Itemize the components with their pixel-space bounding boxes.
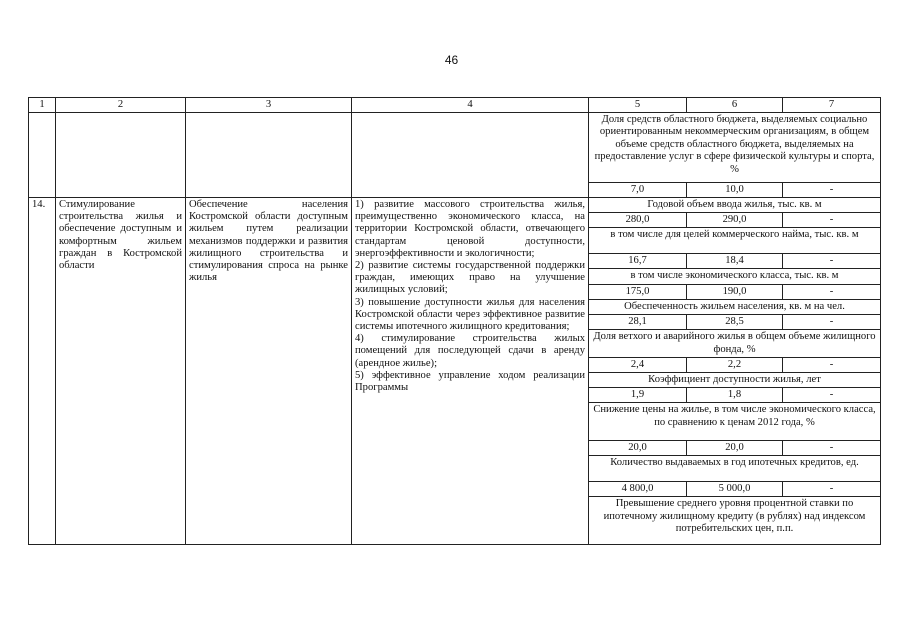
indicator-description: Коэффициент доступности жилья, лет bbox=[589, 373, 881, 388]
indicator-value-col6: 190,0 bbox=[687, 284, 783, 299]
indicator-value-col5: 20,0 bbox=[589, 441, 687, 456]
indicator-value-col6: 5 000,0 bbox=[687, 482, 783, 497]
task-item: 2) развитие системы государственной поддержки граждан, имеющих право на улучшение жилищных условий; bbox=[355, 260, 585, 296]
program-name: Стимулирование строительства жилья и обеспечение доступным и комфортным жильем граждан в Костромской области bbox=[56, 198, 186, 545]
prev-tasks-cell bbox=[352, 113, 589, 198]
indicator-value-col7: - bbox=[783, 213, 881, 228]
task-item: 4) стимулирование строительства жилых помещений для последующей сдачи в аренду (арендное жилье); bbox=[355, 333, 585, 369]
header-cell-4: 4 bbox=[352, 98, 589, 113]
header-cell-5: 5 bbox=[589, 98, 687, 113]
header-cell-6: 6 bbox=[687, 98, 783, 113]
task-item: 3) повышение доступности жилья для населения Костромской области через эффективное развитие системы ипотечного жилищного кредитования; bbox=[355, 296, 585, 333]
indicator-value-col6: 20,0 bbox=[687, 441, 783, 456]
header-cell-2: 2 bbox=[56, 98, 186, 113]
indicator-value-col6: 28,5 bbox=[687, 315, 783, 330]
indicator-value-col5: 175,0 bbox=[589, 284, 687, 299]
indicator-value-col5: 280,0 bbox=[589, 213, 687, 228]
indicator-description: Годовой объем ввода жилья, тыс. кв. м bbox=[589, 198, 881, 213]
indicator-description: Доля средств областного бюджета, выделяемых социально ориентированным некоммерческим организациям, в общем объеме средств областного бюджета, выделяемых на предоставление услуг в сфере физической культуры и спорта, % bbox=[589, 113, 881, 183]
indicator-value-col7: - bbox=[783, 388, 881, 403]
indicator-description: Доля ветхого и аварийного жилья в общем объеме жилищного фонда, % bbox=[589, 330, 881, 358]
indicator-description: в том числе для целей коммерческого найма, тыс. кв. м bbox=[589, 228, 881, 254]
indicator-value-col7: - bbox=[783, 284, 881, 299]
indicator-value-col5: 1,9 bbox=[589, 388, 687, 403]
indicator-description: Количество выдаваемых в год ипотечных кредитов, ед. bbox=[589, 456, 881, 482]
row14-indicator-1-description bbox=[29, 198, 881, 213]
indicator-value-col6: 10,0 bbox=[687, 183, 783, 198]
task-item: 1) развитие массового строительства жилья, преимущественно экономического класса, на территории Костромской области, отвечающего стандартам ценовой доступности, энергоэффективности и экологичности; bbox=[355, 199, 585, 259]
task-item: 5) эффективное управление ходом реализации Программы bbox=[355, 369, 585, 394]
program-goal: Обеспечение населения Костромской области доступным жильем путем реализации механизмов поддержки и развития жилищного строительства и стимулирования спроса на рынке жилья bbox=[186, 198, 352, 545]
indicator-value-col7: - bbox=[783, 183, 881, 198]
indicator-value-col7: - bbox=[783, 254, 881, 269]
indicator-value-col7: - bbox=[783, 441, 881, 456]
indicator-description: Обеспеченность жильем населения, кв. м на чел. bbox=[589, 299, 881, 314]
indicator-value-col6: 290,0 bbox=[687, 213, 783, 228]
page-number: 46 bbox=[444, 53, 459, 67]
indicator-value-col5: 4 800,0 bbox=[589, 482, 687, 497]
indicator-value-col5: 2,4 bbox=[589, 358, 687, 373]
indicator-description: в том числе экономического класса, тыс. кв. м bbox=[589, 269, 881, 284]
header-cell-3: 3 bbox=[186, 98, 352, 113]
prev-indicator-description-row bbox=[29, 113, 881, 183]
indicator-value-col5: 16,7 bbox=[589, 254, 687, 269]
prev-goal-cell bbox=[186, 113, 352, 198]
program-table bbox=[28, 97, 881, 545]
indicator-value-col7: - bbox=[783, 358, 881, 373]
indicator-description: Превышение среднего уровня процентной ставки по ипотечному жилищному кредиту (в рублях) над индексом потребительских цен, п.п. bbox=[589, 497, 881, 545]
header-cell-1: 1 bbox=[29, 98, 56, 113]
table-header-row bbox=[29, 98, 881, 113]
indicator-description: Снижение цены на жилье, в том числе экономического класса, по сравнению к ценам 2012 года, % bbox=[589, 403, 881, 441]
program-tasks bbox=[352, 198, 589, 545]
indicator-value-col5: 28,1 bbox=[589, 315, 687, 330]
indicator-value-col7: - bbox=[783, 482, 881, 497]
indicator-value-col6: 1,8 bbox=[687, 388, 783, 403]
row-number: 14. bbox=[29, 198, 56, 545]
indicator-value-col7: - bbox=[783, 315, 881, 330]
indicator-value-col6: 18,4 bbox=[687, 254, 783, 269]
prev-program-cell bbox=[56, 113, 186, 198]
indicator-value-col6: 2,2 bbox=[687, 358, 783, 373]
header-cell-7: 7 bbox=[783, 98, 881, 113]
indicator-value-col5: 7,0 bbox=[589, 183, 687, 198]
prev-number-cell bbox=[29, 113, 56, 198]
